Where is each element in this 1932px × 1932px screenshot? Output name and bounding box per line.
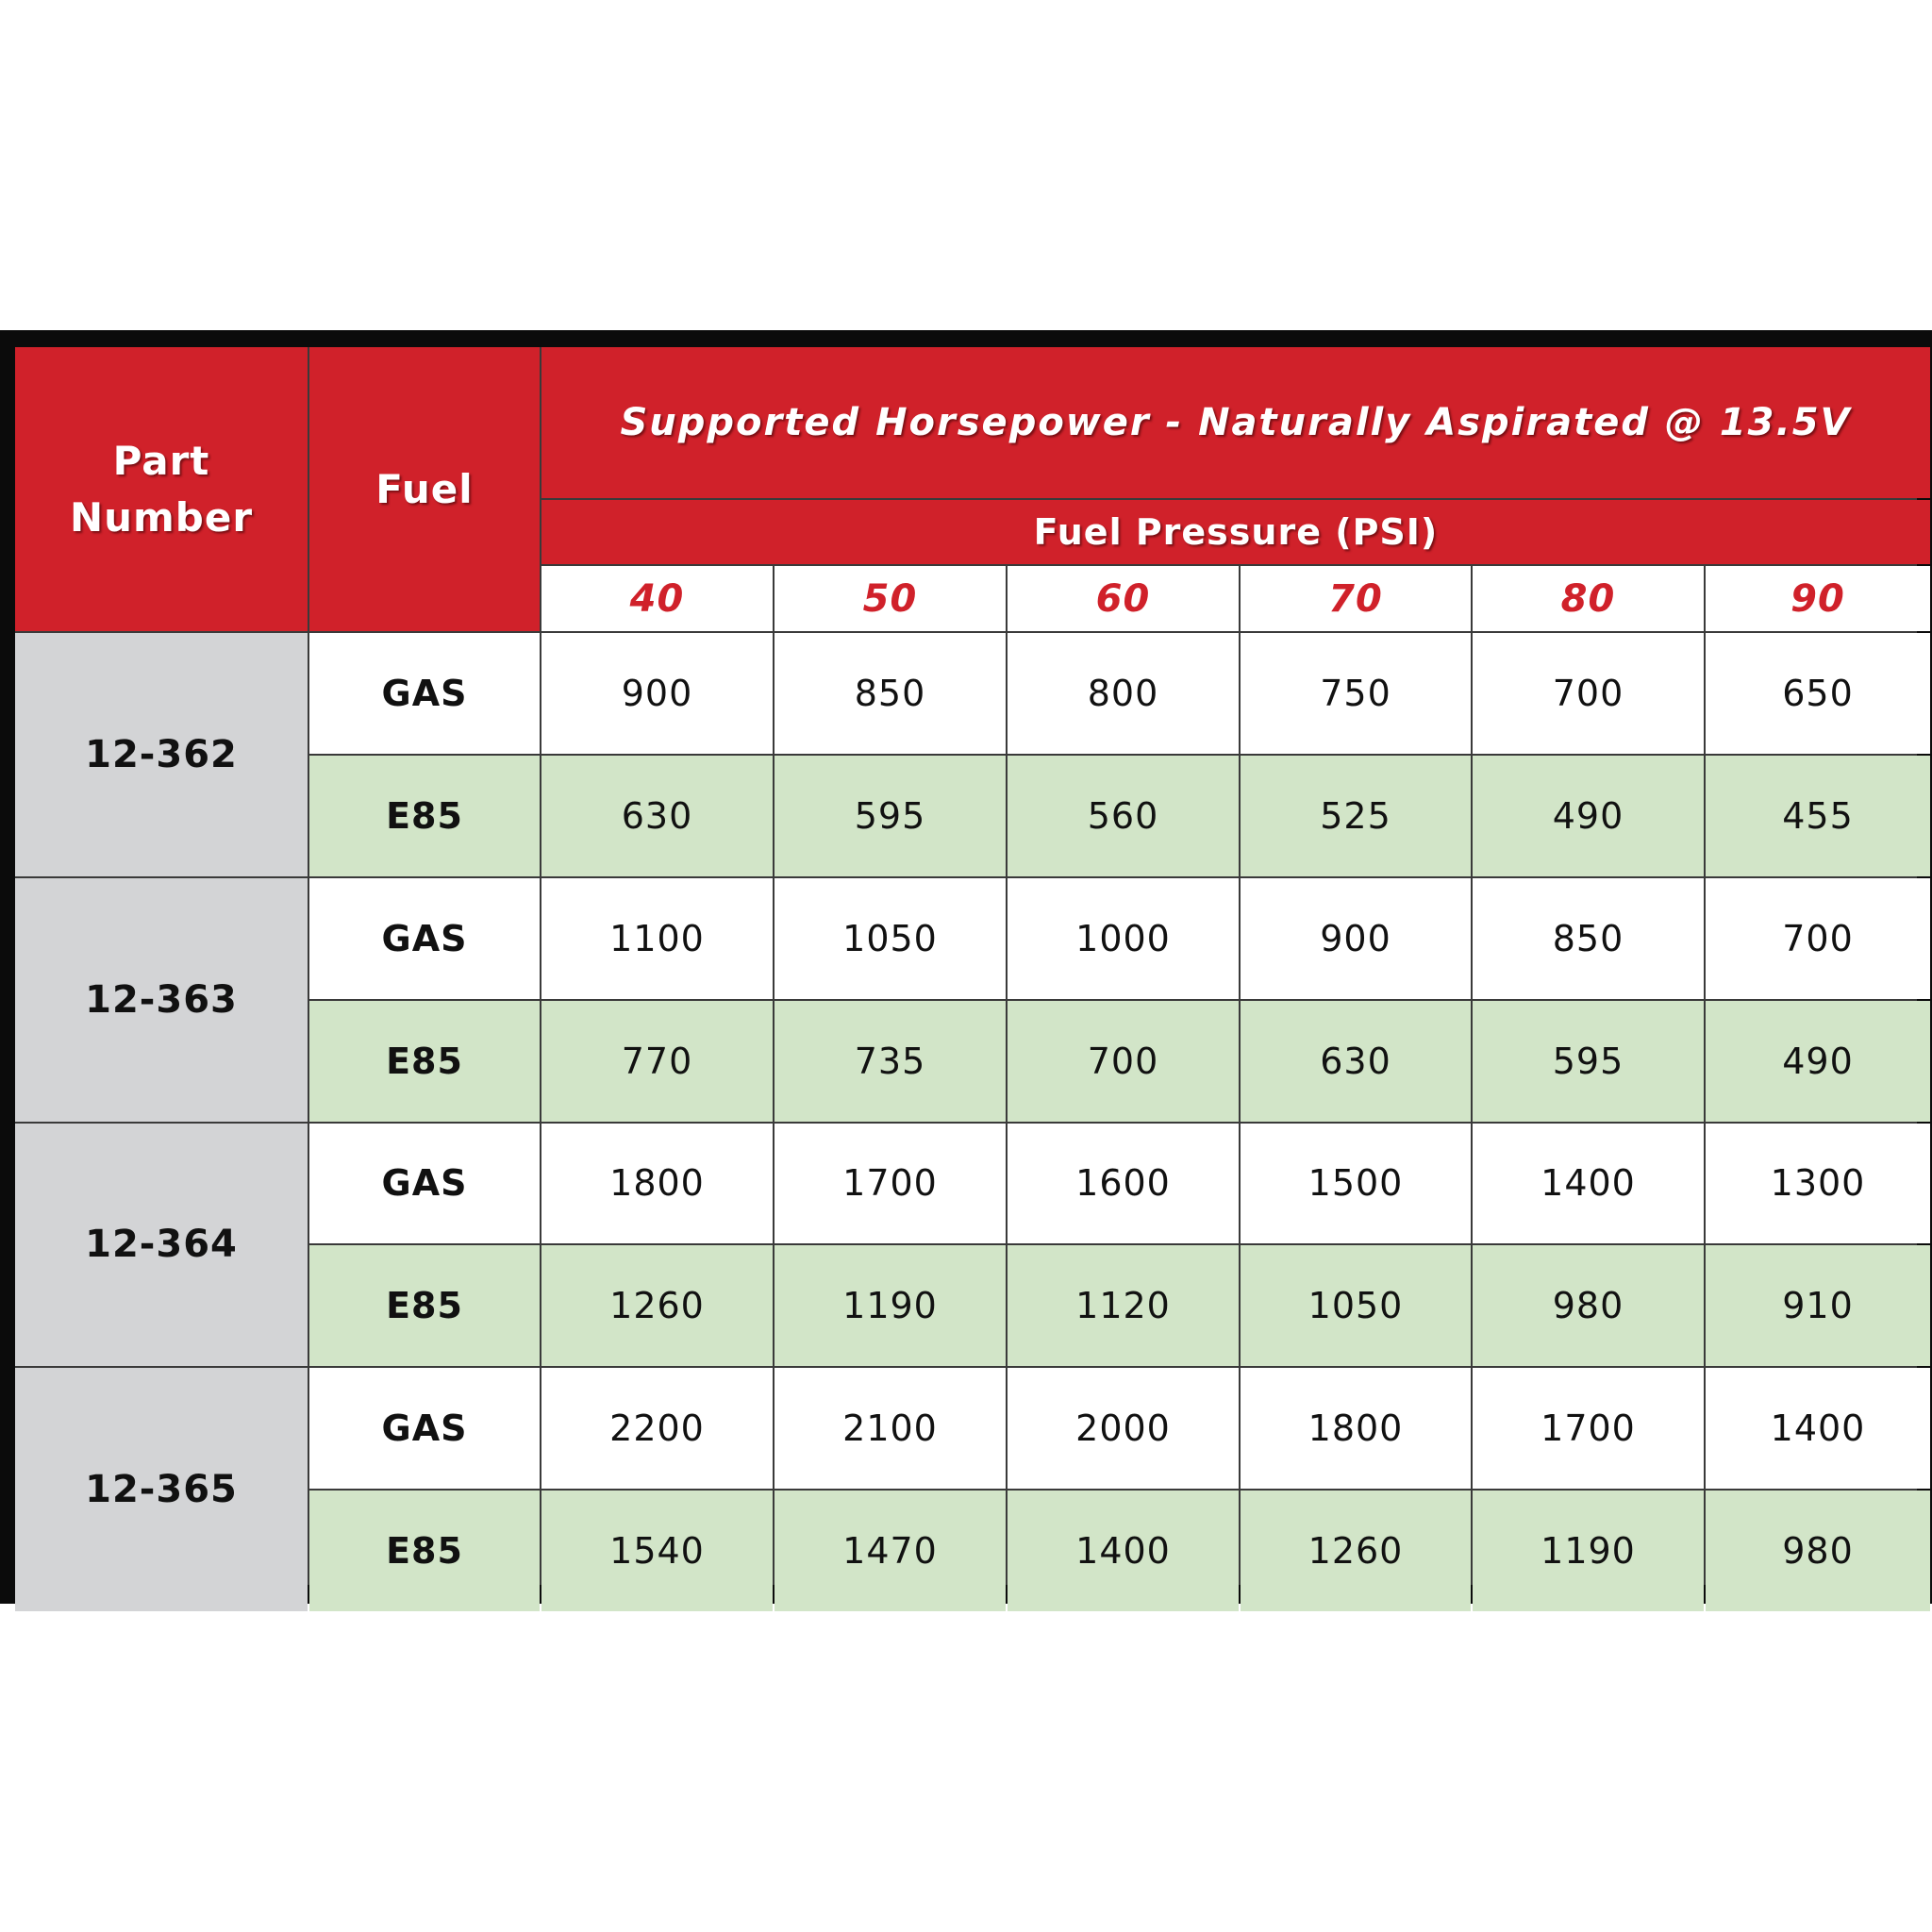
hp-value-cell: 1300 [1706, 1124, 1930, 1244]
pressure-header: 50 [774, 566, 1006, 631]
part-number-cell: 12-363 [15, 878, 308, 1122]
fuel-cell: E85 [309, 756, 540, 876]
part-number-cell: 12-365 [15, 1368, 308, 1611]
hp-value-cell: 700 [1706, 878, 1930, 999]
pressure-header: 60 [1008, 566, 1239, 631]
fuel-cell: GAS [309, 1368, 540, 1489]
hp-value-cell: 1050 [1241, 1245, 1471, 1366]
hp-value-cell: 700 [1008, 1001, 1239, 1122]
hp-value-cell: 1260 [1241, 1491, 1471, 1611]
header-part-number [15, 347, 308, 631]
hp-value-cell: 910 [1706, 1245, 1930, 1366]
hp-value-cell: 455 [1706, 756, 1930, 876]
hp-value-cell: 980 [1706, 1491, 1930, 1611]
hp-value-cell: 1540 [541, 1491, 773, 1611]
hp-value-cell: 650 [1706, 633, 1930, 754]
pressure-header: 80 [1473, 566, 1704, 631]
part-number-cell: 12-364 [15, 1124, 308, 1367]
hp-value-cell: 630 [541, 756, 773, 876]
hp-value-cell: 1470 [774, 1491, 1006, 1611]
hp-value-cell: 490 [1473, 756, 1704, 876]
hp-value-cell: 900 [541, 633, 773, 754]
part-number-cell: 12-362 [15, 633, 308, 876]
hp-value-cell: 1600 [1008, 1124, 1239, 1244]
fuel-cell: GAS [309, 878, 540, 999]
hp-value-cell: 770 [541, 1001, 773, 1122]
hp-value-cell: 1190 [1473, 1491, 1704, 1611]
header-part-number-line2: Number [69, 493, 254, 541]
fuel-cell: GAS [309, 633, 540, 754]
hp-value-cell: 850 [1473, 878, 1704, 999]
hp-value-cell: 700 [1473, 633, 1704, 754]
fuel-cell: GAS [309, 1124, 540, 1244]
hp-value-cell: 1100 [541, 878, 773, 999]
fuel-cell: E85 [309, 1245, 540, 1366]
fuel-cell: E85 [309, 1001, 540, 1122]
hp-value-cell: 1400 [1473, 1124, 1704, 1244]
hp-value-cell: 560 [1008, 756, 1239, 876]
pressure-header: 70 [1241, 566, 1471, 631]
hp-value-cell: 1400 [1706, 1368, 1930, 1489]
hp-value-cell: 735 [774, 1001, 1006, 1122]
hp-value-cell: 2200 [541, 1368, 773, 1489]
hp-value-cell: 1400 [1008, 1491, 1239, 1611]
hp-value-cell: 525 [1241, 756, 1471, 876]
hp-value-cell: 900 [1241, 878, 1471, 999]
hp-value-cell: 1800 [541, 1124, 773, 1244]
hp-value-cell: 490 [1706, 1001, 1930, 1122]
hp-value-cell: 2000 [1008, 1368, 1239, 1489]
hp-value-cell: 1700 [774, 1124, 1006, 1244]
hp-value-cell: 800 [1008, 633, 1239, 754]
hp-value-cell: 1000 [1008, 878, 1239, 999]
hp-value-cell: 1190 [774, 1245, 1006, 1366]
hp-value-cell: 1500 [1241, 1124, 1471, 1244]
hp-value-cell: 1800 [1241, 1368, 1471, 1489]
hp-value-cell: 980 [1473, 1245, 1704, 1366]
hp-value-cell: 595 [774, 756, 1006, 876]
hp-value-cell: 630 [1241, 1001, 1471, 1122]
fuel-cell: E85 [309, 1491, 540, 1611]
hp-value-cell: 2100 [774, 1368, 1006, 1489]
hp-value-cell: 750 [1241, 633, 1471, 754]
header-subtitle: Fuel Pressure (PSI) [541, 500, 1930, 564]
hp-value-cell: 1050 [774, 878, 1006, 999]
horsepower-table [15, 347, 1917, 1585]
header-title: Supported Horsepower - Naturally Aspirated @ 13.5V [541, 347, 1930, 498]
hp-value-cell: 595 [1473, 1001, 1704, 1122]
hp-value-cell: 1260 [541, 1245, 773, 1366]
header-fuel: Fuel [309, 347, 540, 631]
hp-value-cell: 1700 [1473, 1368, 1704, 1489]
pressure-header: 90 [1706, 566, 1930, 631]
hp-value-cell: 850 [774, 633, 1006, 754]
hp-value-cell: 1120 [1008, 1245, 1239, 1366]
header-part-number-line1: Part [112, 437, 210, 484]
pressure-header: 40 [541, 566, 773, 631]
